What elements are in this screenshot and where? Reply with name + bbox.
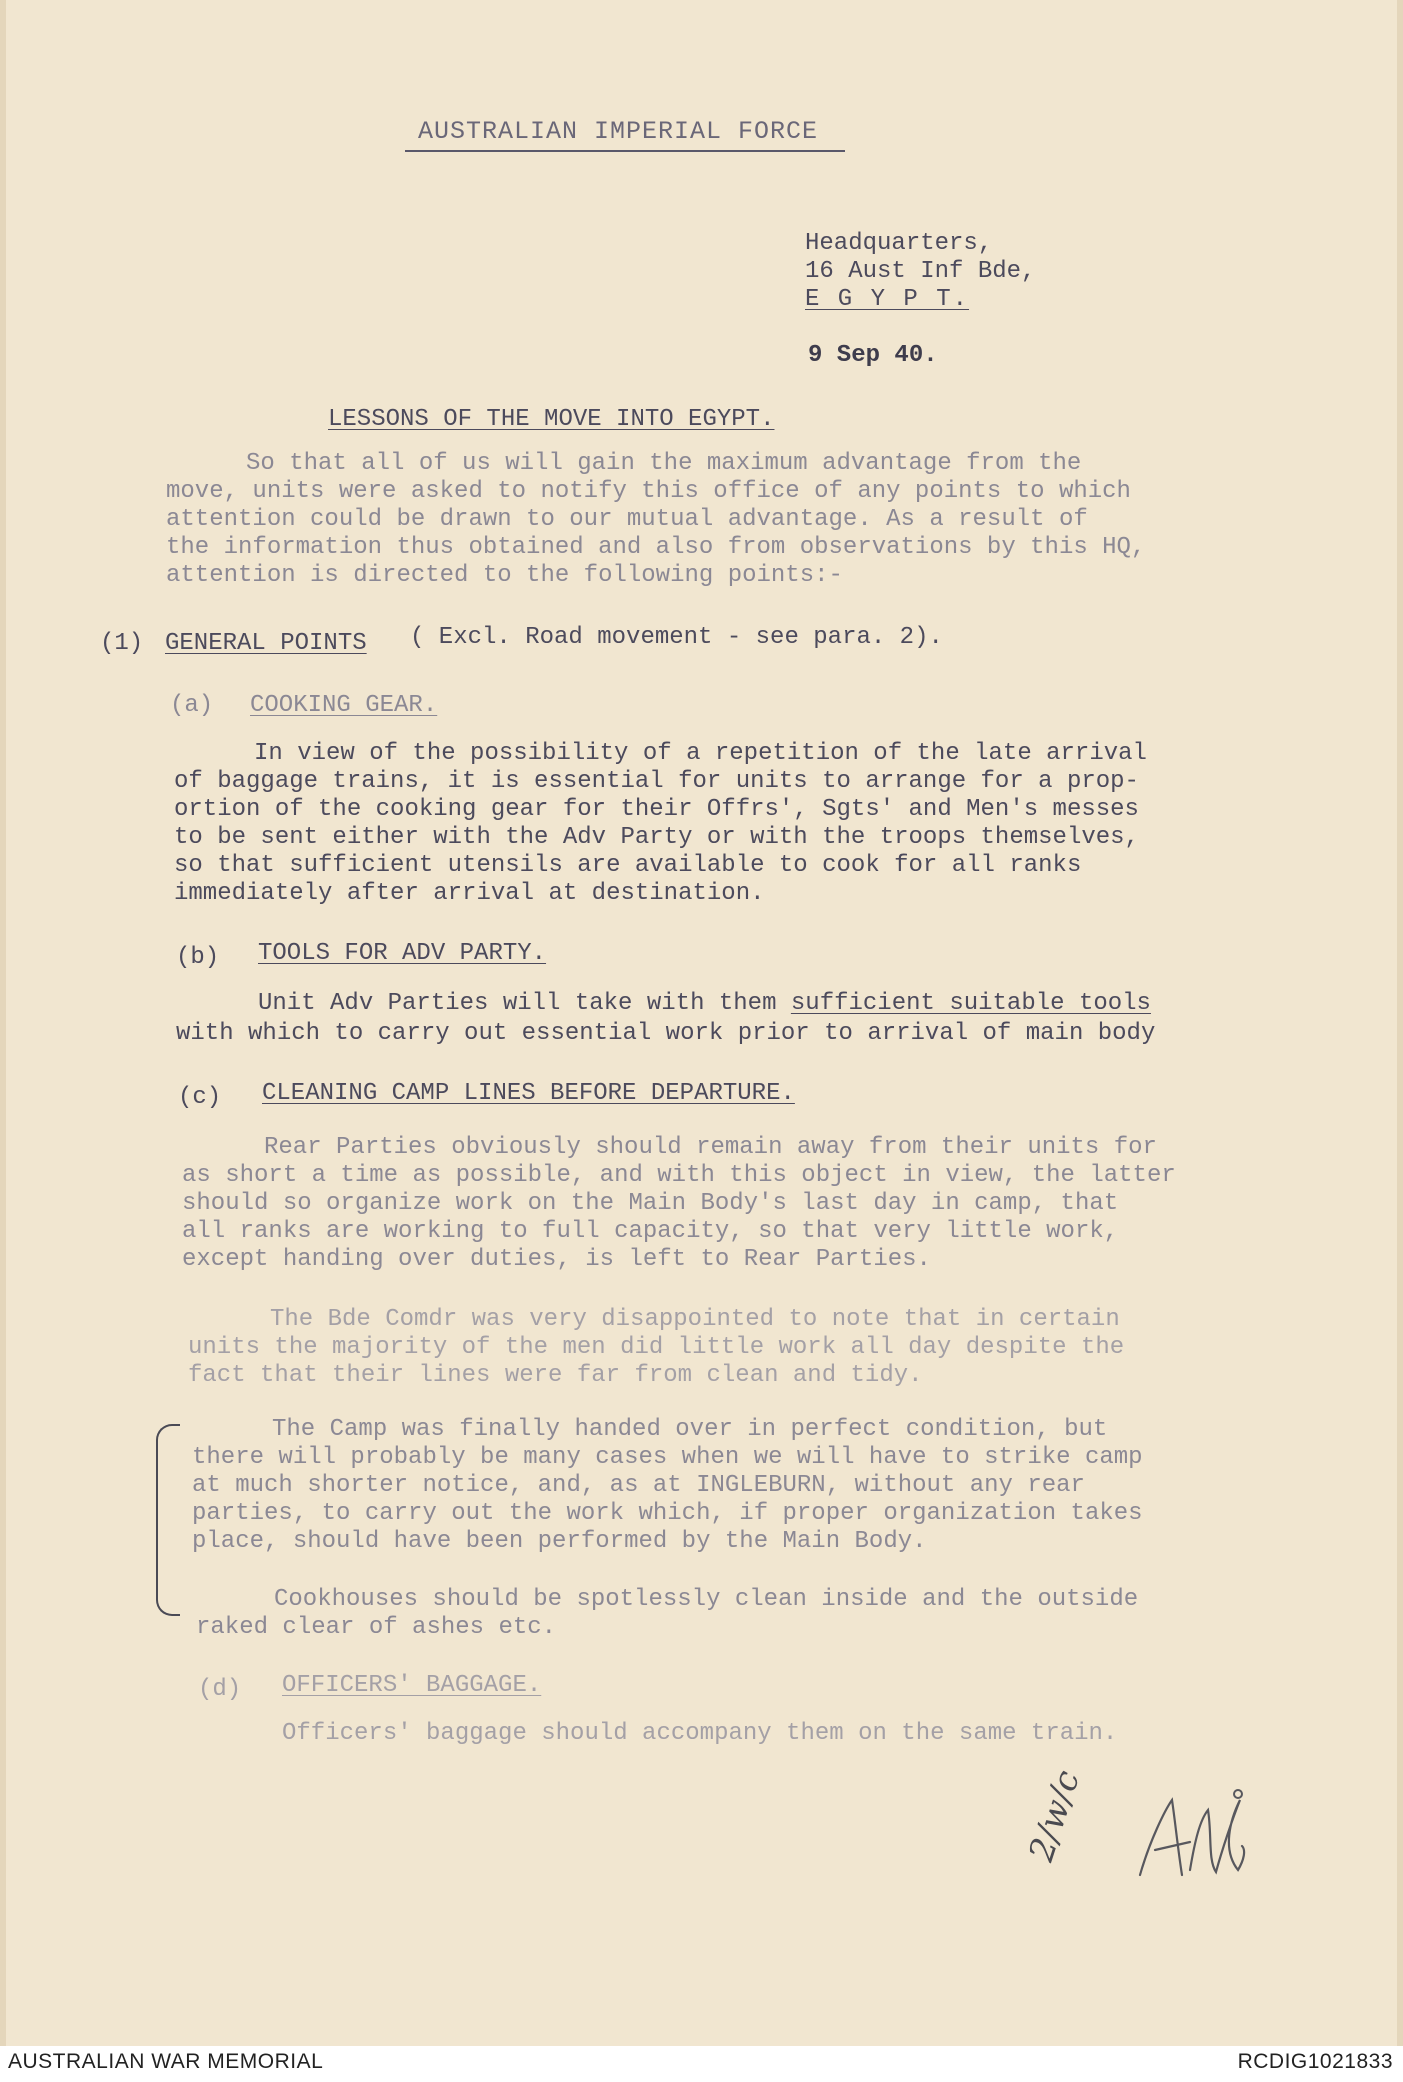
handwritten-initials-signature [1120, 1780, 1260, 1890]
intro-line-4: the information thus obtained and also from observations by this HQ, [166, 534, 1146, 561]
item-c-para1-line-2: as short a time as possible, and with this object in view, the latter [182, 1162, 1176, 1189]
item-a-heading: COOKING GEAR. [250, 692, 438, 719]
item-a-line-3: ortion of the cooking gear for their Offrs', Sgts' and Men's messes [174, 796, 1139, 823]
item-c-para3-line-4: parties, to carry out the work which, if proper organization takes [192, 1500, 1143, 1527]
item-c-para2-line-3: fact that their lines were far from clean and tidy. [188, 1362, 923, 1389]
address-line-2: 16 Aust Inf Bde, [805, 258, 1036, 285]
item-d-heading: OFFICERS' BAGGAGE. [282, 1672, 542, 1699]
item-d-label: (d) [198, 1676, 242, 1703]
item-b-line-1-underlined: sufficient suitable tools [790, 990, 1151, 1017]
section-1-number: (1) [100, 630, 144, 657]
item-c-para1-line-3: should so organize work on the Main Body's last day in camp, that [182, 1190, 1119, 1217]
item-c-para4-line-2: raked clear of ashes etc. [196, 1614, 557, 1641]
item-c-para4-line-1: Cookhouses should be spotlessly clean inside and the outside [274, 1586, 1139, 1613]
address-line-1: Headquarters, [805, 230, 993, 257]
paper-right-edge [1397, 0, 1403, 2046]
item-a-line-5: so that sufficient utensils are available to cook for all ranks [174, 852, 1082, 879]
paper-left-edge [0, 0, 6, 2046]
letter-date: 9 Sep 40. [808, 342, 938, 369]
item-c-para3-line-1: The Camp was finally handed over in perfect condition, but [272, 1416, 1108, 1443]
document-title: LESSONS OF THE MOVE INTO EGYPT. [328, 406, 775, 433]
item-c-heading: CLEANING CAMP LINES BEFORE DEPARTURE. [262, 1080, 795, 1107]
item-b-line-1-start: Unit Adv Parties will take with them [258, 990, 791, 1017]
item-c-label: (c) [178, 1084, 222, 1111]
intro-line-1: So that all of us will gain the maximum advantage from the [246, 450, 1082, 477]
item-c-para2-line-1: The Bde Comdr was very disappointed to note that in certain [270, 1306, 1120, 1333]
heading-underline [405, 150, 845, 152]
item-a-line-6: immediately after arrival at destination. [174, 880, 765, 907]
intro-line-3: attention could be drawn to our mutual advantage. As a result of [166, 506, 1088, 533]
intro-line-5: attention is directed to the following points:- [166, 562, 843, 589]
section-1-heading: GENERAL POINTS [165, 630, 367, 657]
margin-bracket [156, 1424, 180, 1616]
item-a-line-1: In view of the possibility of a repetition of the late arrival [254, 740, 1147, 767]
item-c-para3-line-2: there will probably be many cases when we will have to strike camp [192, 1444, 1143, 1471]
intro-line-2: move, units were asked to notify this office of any points to which [166, 478, 1131, 505]
item-c-para1-line-4: all ranks are working to full capacity, so that very little work, [182, 1218, 1119, 1245]
handwritten-annotation: 2/w/c [1021, 1765, 1089, 1867]
item-a-label: (a) [170, 692, 214, 719]
organization-heading: AUSTRALIAN IMPERIAL FORCE [418, 117, 819, 146]
address-line-3: E G Y P T. [805, 286, 970, 313]
item-c-para3-line-3: at much shorter notice, and, as at INGLEBURN, without any rear [192, 1472, 1085, 1499]
item-c-para1-line-5: except handing over duties, is left to Rear Parties. [182, 1246, 931, 1273]
item-b-line-2: with which to carry out essential work prior to arrival of main body [176, 1020, 1156, 1047]
item-a-line-4: to be sent either with the Adv Party or with the troops themselves, [174, 824, 1139, 851]
item-b-heading: TOOLS FOR ADV PARTY. [258, 940, 547, 967]
section-1-note: ( Excl. Road movement - see para. 2). [410, 624, 943, 651]
item-b-line-1 [258, 990, 1151, 1017]
item-d-line: Officers' baggage should accompany them on the same train. [282, 1720, 1118, 1747]
footer-credit: AUSTRALIAN WAR MEMORIAL [8, 2050, 324, 2073]
item-c-para3-line-5: place, should have been performed by the Main Body. [192, 1528, 927, 1555]
footer-reference: RCDIG1021833 [1237, 2050, 1393, 2073]
item-c-para1-line-1: Rear Parties obviously should remain away from their units for [264, 1134, 1157, 1161]
item-c-para2-line-2: units the majority of the men did little work all day despite the [188, 1334, 1125, 1361]
item-a-line-2: of baggage trains, it is essential for units to arrange for a prop- [174, 768, 1139, 795]
item-b-label: (b) [176, 944, 220, 971]
